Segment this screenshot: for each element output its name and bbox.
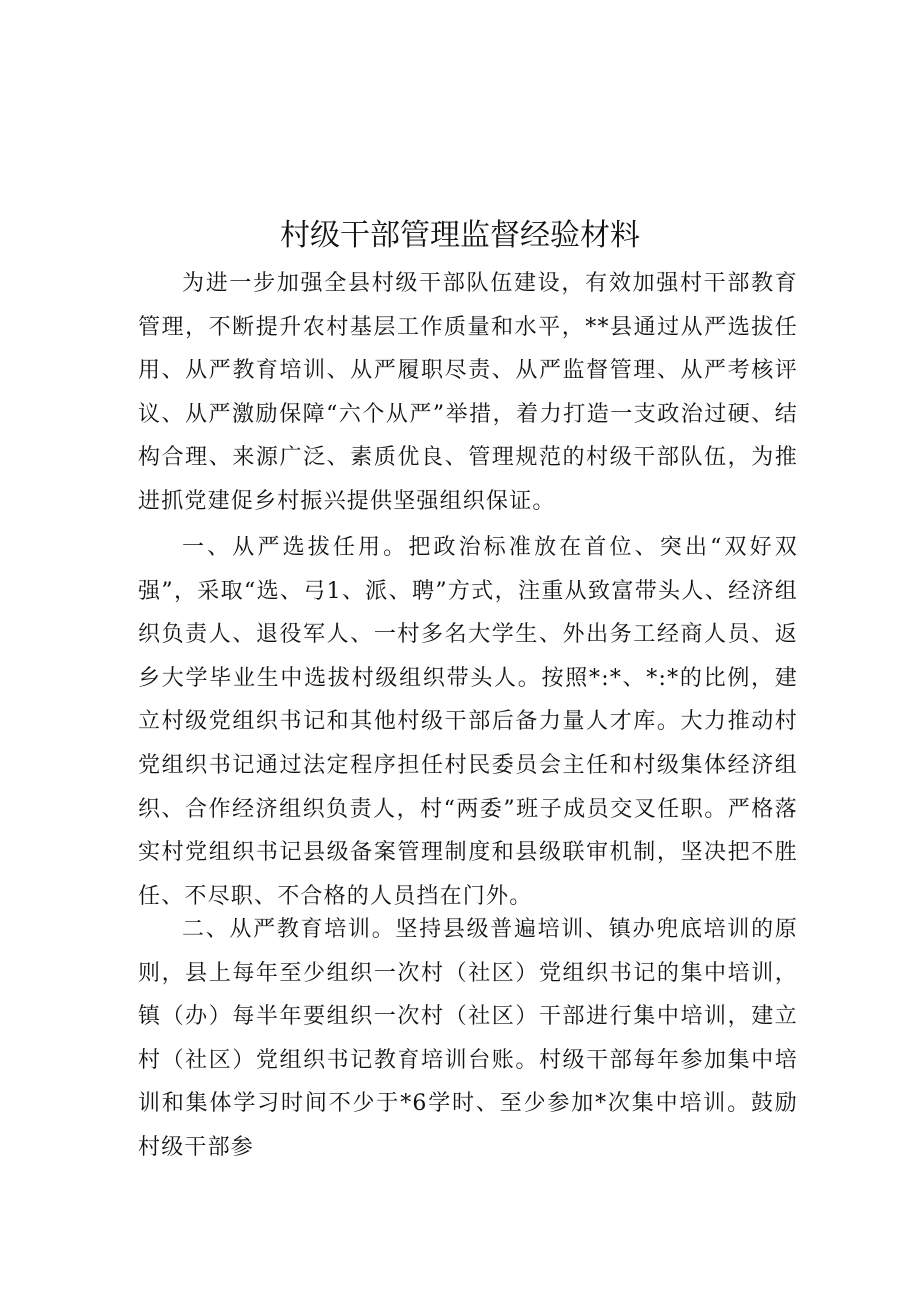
section-two-paragraph: 二、从严教育培训。坚持县级普遍培训、镇办兜底培训的原则，县上每年至少组织一次村（社区）党组织书记的集中培训，镇（办）每半年要组织一次村（社区）干部进行集中培训，建立村（社区）党组织书记教育培训台账。村级干部每年参加集中培训和集体学习时间不少于*6学时、至少参加*次集中培训。鼓励村级干部参	[138, 917, 798, 1160]
document-title: 村级干部管理监督经验材料	[280, 218, 640, 253]
section-one-paragraph: 一、从严选拔任用。把政治标准放在首位、突出“双好双强”，采取“选、弓1、派、聘”方式，注重从致富带头人、经济组织负责人、退役军人、一村多名大学生、外出务工经商人员、返乡大学毕业生中选拔村级组织带头人。按照*:*、*:*的比例，建立村级党组织书记和其他村级干部后备力量人才库。大力推动村党组织书记通过法定程序担任村民委员会主任和村级集体经济组织、合作经济组织负责人，村“两委”班子成员交叉任职。严格落实村党组织书记县级备案管理制度和县级联审机制，坚决把不胜任、不尽职、不合格的人员挡在门外。	[138, 535, 798, 909]
intro-paragraph: 为进一步加强全县村级干部队伍建设，有效加强村干部教育管理，不断提升农村基层工作质量和水平，**县通过从严选拔任用、从严教育培训、从严履职尽责、从严监督管理、从严考核评议、从严激励保障“六个从严”举措，着力打造一支政治过硬、结构合理、来源广泛、素质优良、管理规范的村级干部队伍，为推进抓党建促乡村振兴提供坚强组织保证。	[138, 271, 798, 514]
